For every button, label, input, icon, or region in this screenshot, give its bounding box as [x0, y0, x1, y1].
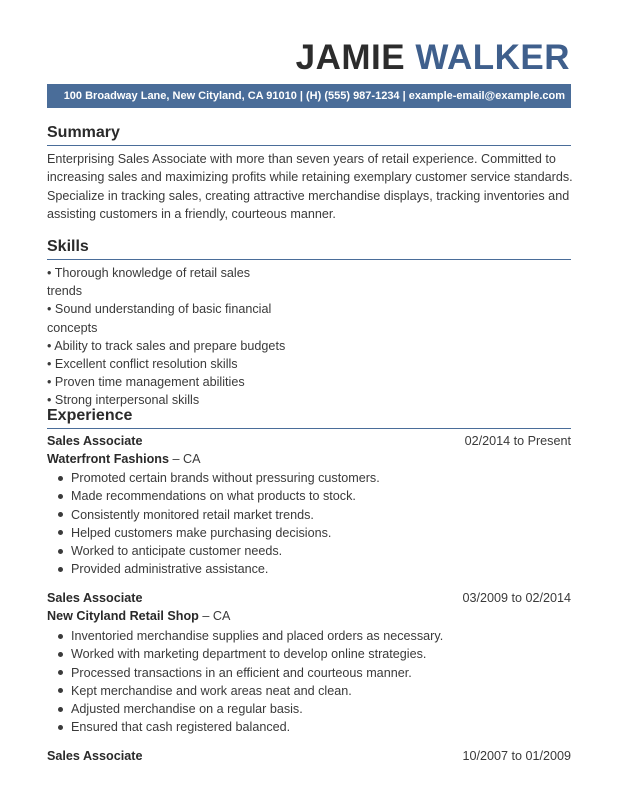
duty-item: Kept merchandise and work areas neat and clean. [55, 682, 575, 700]
company-name: Waterfront Fashions [47, 452, 169, 466]
duty-item: Worked with marketing department to develop online strategies. [55, 645, 575, 663]
skills-list [47, 264, 287, 410]
job-title: Sales Associate [47, 749, 143, 763]
job-company [47, 452, 200, 466]
duty-item: Worked to anticipate customer needs. [55, 542, 575, 560]
company-name: New Cityland Retail Shop [47, 609, 199, 623]
company-location: – CA [198, 609, 231, 623]
job-duties [55, 627, 575, 737]
skill-item: • Thorough knowledge of retail sales trends [47, 264, 287, 300]
duty-item: Promoted certain brands without pressuring customers. [55, 469, 575, 487]
experience-heading: Experience [47, 407, 571, 429]
job-company [47, 609, 230, 623]
summary-heading: Summary [47, 124, 571, 146]
job-dates: 02/2014 to Present [464, 434, 571, 448]
job-dates: 10/2007 to 01/2009 [462, 749, 571, 763]
company-location: – CA [168, 452, 201, 466]
duty-item: Ensured that cash registered balanced. [55, 718, 575, 736]
duty-item: Made recommendations on what products to stock. [55, 487, 575, 505]
duty-item: Consistently monitored retail market trends. [55, 506, 575, 524]
summary-text: Enterprising Sales Associate with more than seven years of retail experience. Committed to increasing sales and maximizing profits while retaining exemplary customer service standards. Specialize in tracking sales, creating attractive merchandise displays, tracking inventories and assisting customers in a friendly, courteous manner. [47, 152, 573, 221]
skill-item: • Excellent conflict resolution skills [47, 355, 287, 373]
contact-bar: 100 Broadway Lane, New Cityland, CA 91010 | (H) (555) 987-1234 | example-email@example.com [47, 84, 571, 108]
skill-item: • Sound understanding of basic financial concepts [47, 300, 287, 336]
duty-item: Helped customers make purchasing decisions. [55, 524, 575, 542]
skill-item: • Strong interpersonal skills [47, 391, 287, 409]
first-name: JAMIE [295, 38, 406, 77]
job-duties [55, 469, 575, 579]
job-title: Sales Associate [47, 434, 143, 448]
skill-item: • Proven time management abilities [47, 373, 287, 391]
duty-item: Adjusted merchandise on a regular basis. [55, 700, 575, 718]
candidate-name [296, 38, 570, 78]
duty-item: Provided administrative assistance. [55, 560, 575, 578]
job-title: Sales Associate [47, 591, 143, 605]
duty-item: Processed transactions in an efficient and courteous manner. [55, 664, 575, 682]
skills-heading: Skills [47, 238, 571, 260]
job-dates: 03/2009 to 02/2014 [462, 591, 571, 605]
skill-item: • Ability to track sales and prepare budgets [47, 337, 287, 355]
last-name: WALKER [415, 38, 570, 77]
duty-item: Inventoried merchandise supplies and placed orders as necessary. [55, 627, 575, 645]
